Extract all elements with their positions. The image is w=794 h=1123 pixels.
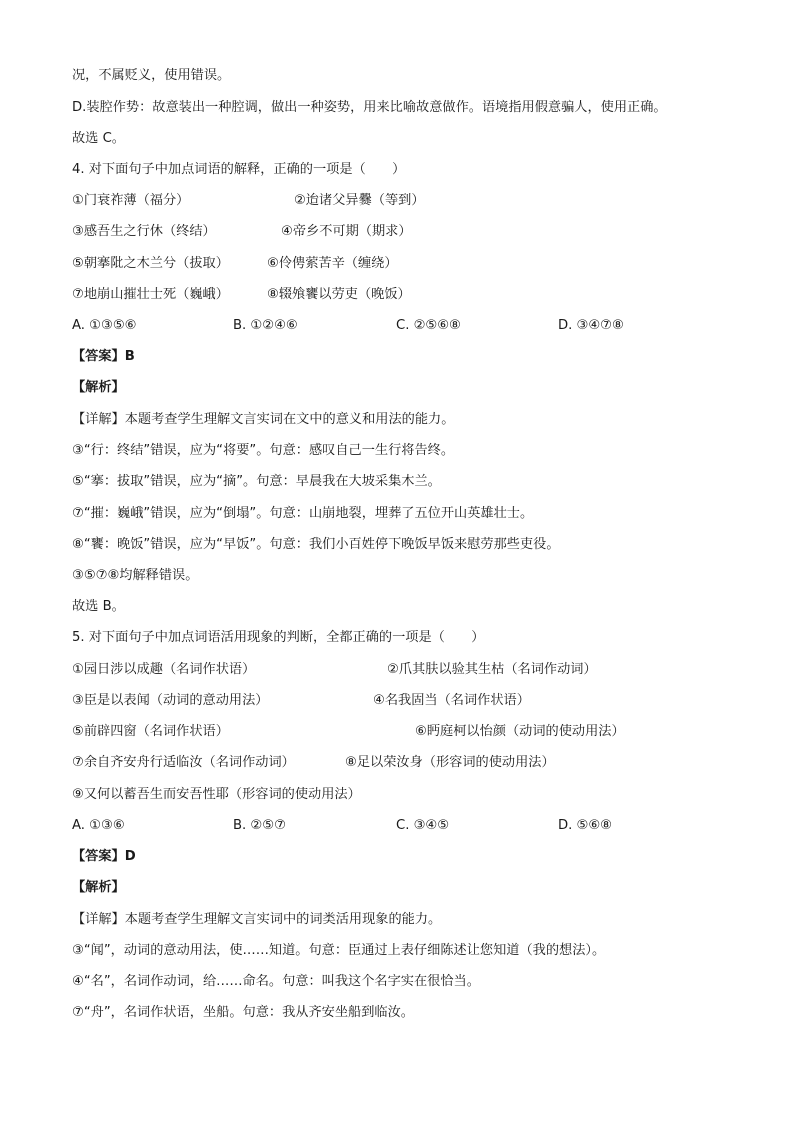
q5-option-a: A. ①③⑥ (72, 818, 125, 833)
q4-option-b: B. ①②④⑥ (233, 318, 298, 333)
q5-item: ⑥眄庭柯以怡颜（动词的使动用法） (415, 724, 625, 739)
text-line: ③“行：终结”错误，应为“将要”。句意：感叹自己一生行将告终。 (72, 443, 455, 458)
text-line: ④“名”，名词作动词，给……命名。句意：叫我这个名字实在很恰当。 (72, 974, 480, 989)
q5-item: ⑧足以荣汝身（形容词的使动用法） (345, 755, 555, 770)
text-line: D.装腔作势：故意装出一种腔调，做出一种姿势，用来比喻故意做作。语境指用假意骗人，使用正确。 (72, 100, 667, 115)
text-line: 故选 B。 (72, 599, 125, 614)
q4-item: ②迨诸父异爨（等到） (294, 193, 425, 208)
q4-item: ⑥伶俜萦苦辛（缠绕） (267, 256, 398, 271)
text-line: 故选 C。 (72, 131, 125, 146)
q4-item: ④帝乡不可期（期求） (281, 224, 412, 239)
q5-answer: 【答案】D (72, 849, 136, 864)
q5-item: ③臣是以表闻（动词的意动用法） (72, 693, 269, 708)
text-line: ⑧“饔：晚饭”错误，应为“早饭”。句意：我们小百姓停下晚饭早饭来慰劳那些吏役。 (72, 537, 560, 552)
q5-item: ①园日涉以成趣（名词作状语） (72, 662, 256, 677)
text-line: 况，不属贬义，使用错误。 (72, 68, 231, 83)
q5-option-b: B. ②⑤⑦ (233, 818, 286, 833)
q4-item: ⑦地崩山摧壮士死（巍峨） (72, 287, 229, 302)
q4-detail: 【详解】本题考查学生理解文言实词在文中的意义和用法的能力。 (72, 412, 455, 427)
text-line: ③⑤⑦⑧均解释错误。 (72, 568, 199, 583)
q5-analysis-heading: 【解析】 (72, 880, 125, 895)
q4-item: ①门衰祚薄（福分） (72, 193, 190, 208)
q4-option-a: A. ①③⑤⑥ (72, 318, 137, 333)
q4-option-c: C. ②⑤⑥⑧ (396, 318, 461, 333)
text-line: ⑤“搴：拔取”错误，应为“摘”。句意：早晨我在大坡采集木兰。 (72, 474, 441, 489)
q4-option-d: D. ③④⑦⑧ (558, 318, 624, 333)
text-line: ③“闻”，动词的意动用法，使……知道。句意：臣通过上表仔细陈述让您知道（我的想法）。 (72, 943, 606, 958)
q5-option-c: C. ③④⑤ (396, 818, 450, 833)
q5-item: ⑤前辟四窗（名词作状语） (72, 724, 229, 739)
q4-item: ⑤朝搴阰之木兰兮（拔取） (72, 256, 229, 271)
question-5-stem: 5. 对下面句子中加点词语活用现象的判断，全都正确的一项是（ ） (72, 630, 485, 645)
q4-answer: 【答案】B (72, 349, 135, 364)
q5-item: ④名我固当（名词作状语） (373, 693, 530, 708)
text-line: ⑦“摧：巍峨”错误，应为“倒塌”。句意：山崩地裂，埋葬了五位开山英雄壮士。 (72, 506, 534, 521)
q5-item: ⑨又何以蓄吾生而安吾性耶（形容词的使动用法） (72, 787, 361, 802)
q5-item: ②爪其肤以验其生枯（名词作动词） (387, 662, 597, 677)
q5-detail: 【详解】本题考查学生理解文言实词中的词类活用现象的能力。 (72, 912, 442, 927)
q4-item: ⑧辍飧饔以劳吏（晚饭） (267, 287, 411, 302)
q5-option-d: D. ⑤⑥⑧ (558, 818, 613, 833)
text-line: ⑦“舟”，名词作状语，坐船。句意：我从齐安坐船到临汝。 (72, 1005, 414, 1020)
question-4-stem: 4. 对下面句子中加点词语的解释，正确的一项是（ ） (72, 162, 406, 177)
q4-analysis-heading: 【解析】 (72, 380, 125, 395)
q4-item: ③感吾生之行休（终结） (72, 224, 216, 239)
q5-item: ⑦余自齐安舟行适临汝（名词作动词） (72, 755, 295, 770)
